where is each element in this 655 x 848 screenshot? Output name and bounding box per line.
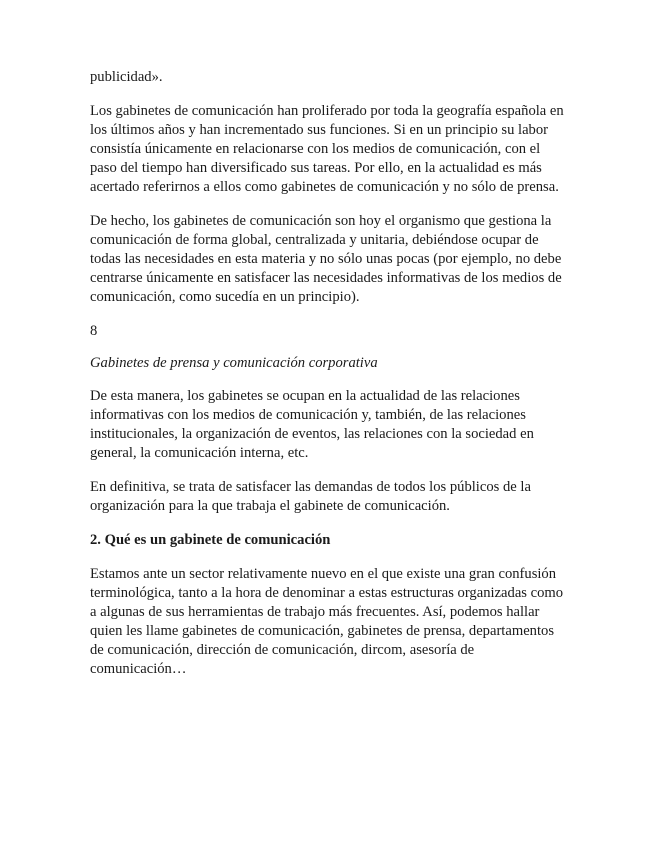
paragraph-global-management: De hecho, los gabinetes de comunicación son hoy el organismo que gestiona la comunicación de forma global, centralizada y unitaria, debiéndose ocupar de todas las necesidades en esta materia y no sólo unas pocas (por ejemplo, no debe centrarse únicamente en satisfacer las necesidades informativas de los medios de comunicación, como sucedía en un principio). (90, 213, 562, 305)
paragraph-proliferation: Los gabinetes de comunicación han proliferado por toda la geografía española en los últimos años y han incrementado sus funciones. Si en un principio su labor consistía únicamente en relacionarse con los medios de comunicación, con el paso del tiempo han diversificado sus tareas. Por ello, en la actualidad es más acertado referirnos a ellos como gabinetes de comunicación y no sólo de prensa. (90, 103, 564, 195)
paragraph-terminology: Estamos ante un sector relativamente nuevo en el que existe una gran confusión terminológica, tanto a la hora de denominar a estas estructuras organizadas como a algunas de sus herramientas de trabajo más frecuentes. Así, podemos hallar quien les llame gabinetes de comunicación, gabinetes de prensa, departamentos de comunicación, dirección de comunicación, dircom, asesoría de comunicación… (90, 566, 564, 677)
document-page (90, 68, 568, 694)
running-title: Gabinetes de prensa y comunicación corporativa (90, 355, 378, 371)
section-heading: 2. Qué es un gabinete de comunicación (90, 532, 331, 548)
paragraph-responsibilities: De esta manera, los gabinetes se ocupan en la actualidad de las relaciones informativas con los medios de comunicación y, también, de las relaciones institucionales, la organización de eventos, las relaciones con la sociedad en general, la comunicación interna, etc. (90, 388, 534, 461)
paragraph-continuation: publicidad». (90, 69, 163, 85)
paragraph-conclusion: En definitiva, se trata de satisfacer las demandas de todos los públicos de la organización para la que trabaja el gabinete de comunicación. (90, 479, 531, 514)
page-number: 8 (90, 323, 98, 339)
